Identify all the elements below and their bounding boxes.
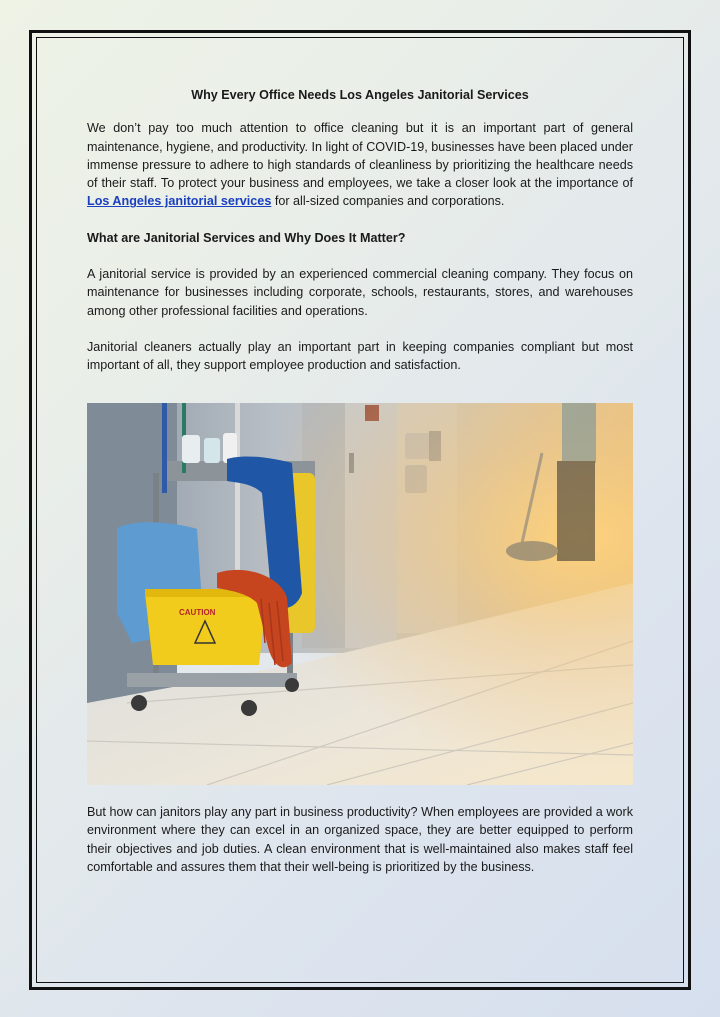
- intro-paragraph: [87, 119, 633, 210]
- section-heading: What are Janitorial Services and Why Does It Matter?: [87, 230, 406, 245]
- article-title: Why Every Office Needs Los Angeles Janitorial Services: [191, 88, 529, 102]
- janitor-cart-photo: [87, 403, 633, 785]
- intro-text-end: for all-sized companies and corporations.: [271, 194, 505, 209]
- service-paragraph: A janitorial service is provided by an experienced commercial cleaning company. They focus on maintenance for businesses including corporate, schools, restaurants, stores, and warehouses among other professional facilities and operations.: [87, 267, 633, 318]
- cleaners-paragraph: Janitorial cleaners actually play an important part in keeping companies compliant but most important of all, they support employee production and satisfaction.: [87, 339, 633, 373]
- productivity-paragraph: But how can janitors play any part in business productivity? When employees are provided a work environment where they can excel in an organized space, they are better equipped to perform their objectives and job duties. A clean environment that is well-maintained also makes staff feel comfortable and assures them that their well-being is prioritized by the business.: [87, 805, 633, 874]
- janitorial-services-link[interactable]: Los Angeles janitorial services: [87, 194, 272, 209]
- article-body: [87, 86, 633, 393]
- caution-sign-text: CAUTION: [179, 608, 216, 617]
- intro-text-start: We don’t pay too much attention to office cleaning but it is an important part of general maintenance, hygiene, and productivity. In light of COVID-19, businesses have been placed under immense pressure to adhere to high standards of cleanliness by prioritizing the healthcare needs of their staff. To protect your business and employees, we take a closer look at the importance of: [87, 121, 633, 191]
